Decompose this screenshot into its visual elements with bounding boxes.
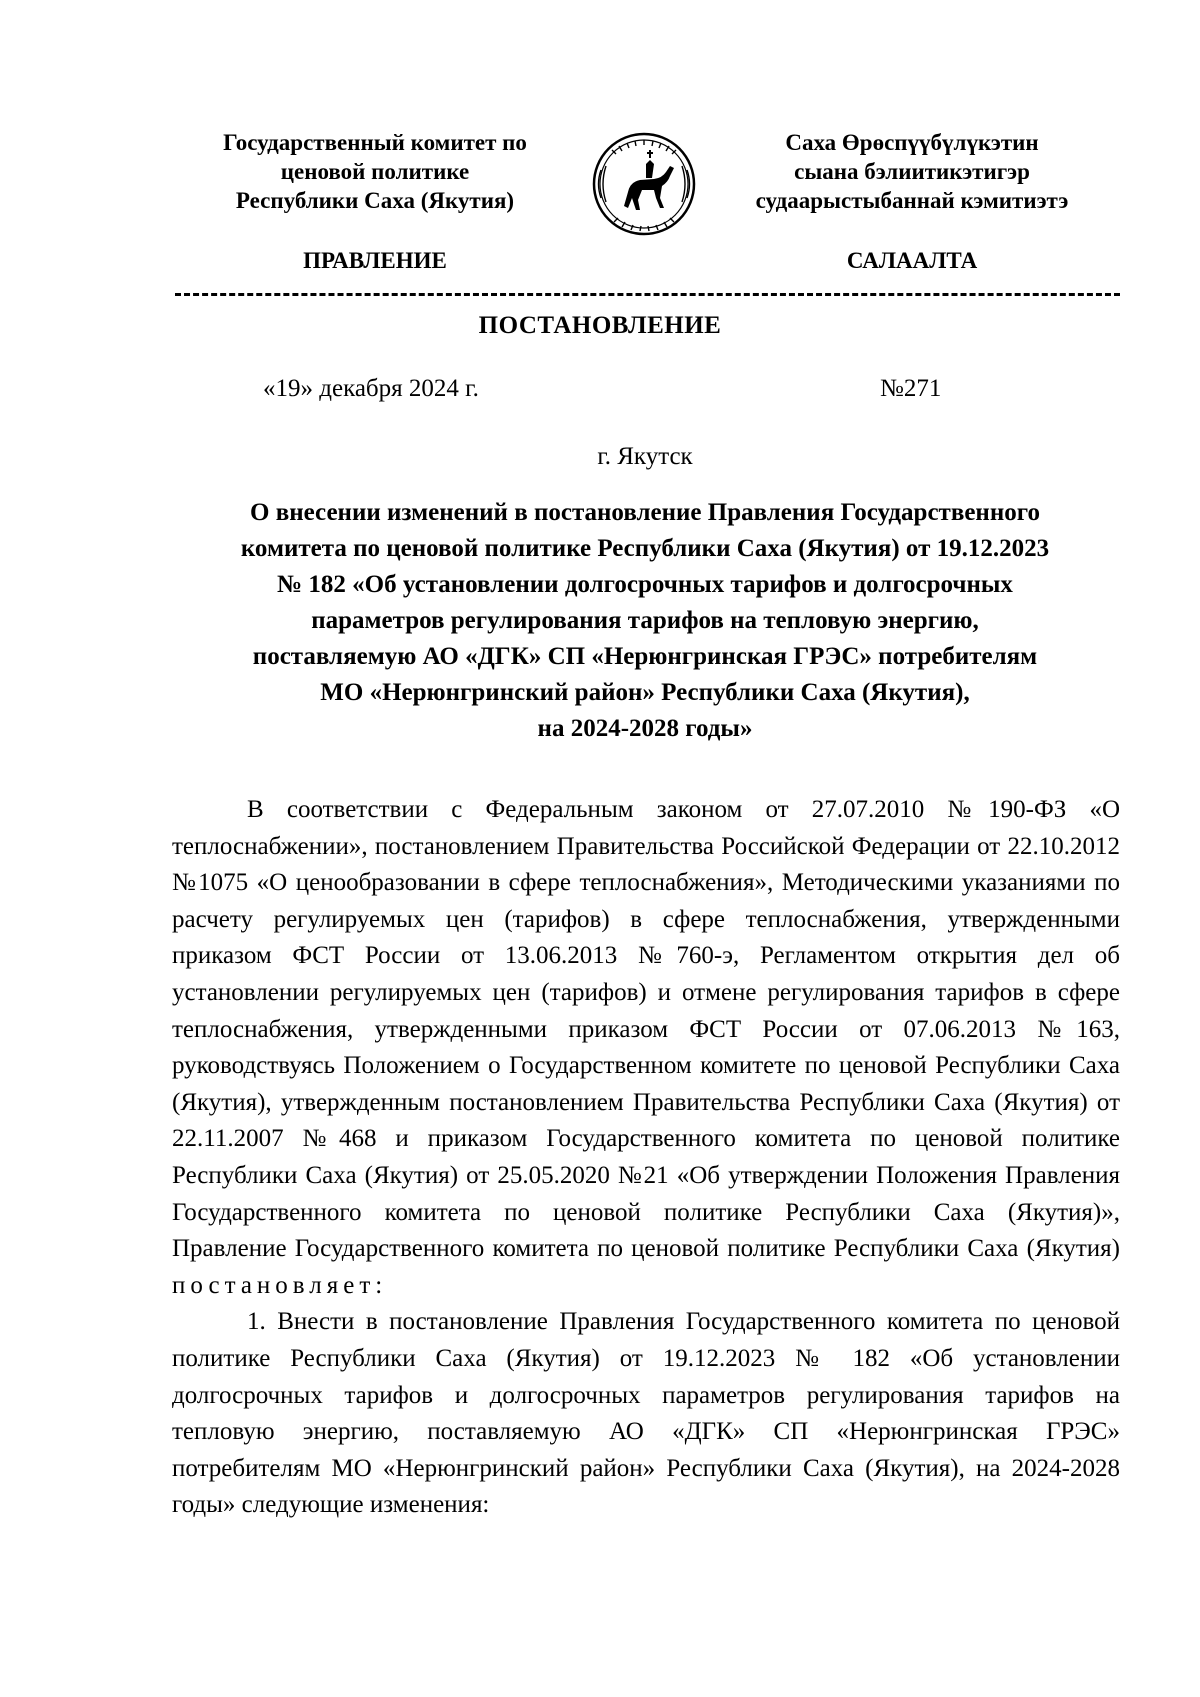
preamble-text: В соответствии с Федеральным законом от 27.07.2010 №190-ФЗ «О теплоснабжении», постановлением Правительства Российской Федерации от 22.10.2012 №1075 «О ценообразовании в сфере теплоснабжения», Методическими указаниями по расчету регулируемых цен (тарифов) в сфере теплоснабжения, утвержденными приказом ФСТ России от 13.06.2013 №760-э, Регламентом открытия дел об установлении регулируемых цен (тарифов) и отмене регулирования тарифов в сфере теплоснабжения, утвержденными приказом ФСТ России от 07.06.2013 №163, руководствуясь Положением о Государственном комитете по ценовой Республики Саха (Якутия), утвержденным постановлением Правительства Республики Саха (Якутия) от 22.11.2007 №468 и приказом Государственного комитета по ценовой политике Республики Саха (Якутия) от 25.05.2020 №21 «Об утверждении Положения Правления Государственного комитета по ценовой политике Республики Саха (Якутия)», Правление Государственного комитета по ценовой политике Республики Саха (Якутия) [172, 796, 1120, 1263]
title-line: поставляемую АО «ДГК» СП «Нерюнгринская ГРЭС» потребителям [252, 643, 1038, 670]
header-left-line: ценовой политике [280, 159, 470, 184]
header-left-line: Республики Саха (Якутия) [235, 188, 515, 213]
document-number: №271 [880, 375, 942, 402]
body-name-yakut: САЛААЛТА [846, 248, 978, 273]
title-line: параметров регулирования тарифов на тепловую энергию, [311, 607, 979, 634]
yakutia-coat-of-arms-icon [584, 122, 704, 242]
header-divider [175, 293, 1120, 296]
committee-name-russian [170, 128, 580, 215]
body-name-russian: ПРАВЛЕНИЕ [303, 248, 447, 273]
title-line: комитета по ценовой политике Республики Саха (Якутия) от 19.12.2023 [240, 535, 1050, 562]
document-city: г. Якутск [597, 443, 693, 470]
header-right-line: сыана бэлиитикэтигэр [794, 159, 1030, 184]
document-title [170, 495, 1120, 747]
item-1-paragraph: 1. Внести в постановление Правления Государственного комитета по ценовой политике Республики Саха (Якутия) от 19.12.2023 № 182 «Об установлении долгосрочных тарифов и долгосрочных параметров регулирования тарифов на тепловую энергию, поставляемую АО «ДГК» СП «Нерюнгринская ГРЭС» потребителям МО «Нерюнгринский район» Республики Саха (Якутия), на 2024-2028 годы» следующие изменения: [172, 1308, 1120, 1519]
document-date: «19» декабря 2024 г. [263, 375, 479, 402]
preamble-paragraph [172, 792, 1120, 1304]
title-line: МО «Нерюнгринский район» Республики Саха (Якутия), [320, 679, 970, 706]
document-body [172, 792, 1120, 1524]
header-right-line: судаарыстыбаннай кэмитиэтэ [755, 188, 1069, 213]
resolves-word: постановляет: [172, 1271, 388, 1299]
title-line: № 182 «Об установлении долгосрочных тарифов и долгосрочных [277, 571, 1013, 598]
title-line: на 2024-2028 годы» [537, 715, 753, 742]
header-left-line: Государственный комитет по [223, 130, 527, 155]
committee-name-yakut [712, 128, 1112, 215]
document-type: ПОСТАНОВЛЕНИЕ [478, 312, 722, 339]
title-line: О внесении изменений в постановление Правления Государственного [250, 499, 1040, 526]
header-right-line: Саха Өрөспүүбүлүкэтин [785, 130, 1039, 155]
